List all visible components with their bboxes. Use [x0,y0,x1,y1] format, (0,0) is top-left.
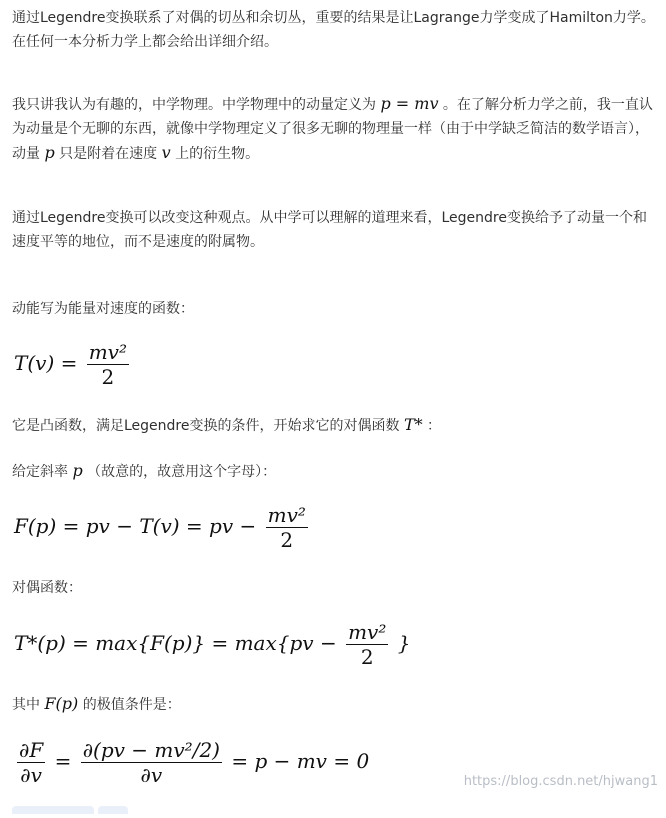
fraction [81,738,222,787]
fraction-denominator: 2 [101,365,115,389]
formula-rhs: = p − mv = 0 [231,749,370,773]
fraction-denominator: ∂v [20,763,42,787]
text-segment: ： [422,418,442,434]
math-p: p [72,461,83,480]
text-segment: 上的衍生物。 [170,146,260,162]
paragraph-convex [12,413,660,438]
math-p: p [44,143,55,162]
paragraph-kinetic-energy: 动能写为能量对速度的函数： [12,301,194,317]
fraction [87,340,129,389]
paragraph-dual: 对偶函数： [12,580,82,596]
formula-rhs: } [397,631,411,655]
fraction-numerator: mv² [348,620,387,644]
fraction-numerator: ∂(pv − mv²/2) [82,738,220,762]
formula-extremum [14,738,369,787]
formula-lhs: F(p) = pv − T(v) = pv − [14,514,257,538]
bottom-toolbar [12,799,132,807]
text-segment: 它是凸函数，满足Legendre变换的条件，开始求它的对偶函数 [12,418,404,434]
text-segment: 我只讲我认为有趣的，中学物理。中学物理中的动量定义为 [12,97,381,113]
toolbar-tab[interactable] [12,806,94,814]
math-f-of-p: F(p) [44,694,79,713]
math-t-star: T* [403,415,423,434]
paragraph-intro: 通过Legendre变换联系了对偶的切丛和余切丛，重要的结果是让Lagrange力学变成了Hamilton力学。在任何一本分析力学上都会给出详细介绍。 [12,10,655,50]
text-segment: 给定斜率 [12,464,73,480]
text-segment: 其中 [12,697,45,713]
formula-lhs: T*(p) = max{F(p)} = max{pv − [14,631,337,655]
formula-kinetic-energy [14,340,132,389]
fraction-denominator: ∂v [140,763,163,787]
paragraph-legendre-view: 通过Legendre变换可以改变这种观点。从中学可以理解的道理来看，Legendre变换给予了动量一个和速度平等的地位，而不是速度的附属物。 [12,210,647,250]
toolbar-tab[interactable] [98,806,128,814]
fraction-numerator: ∂F [19,738,44,762]
watermark: https://blog.csdn.net/hjwang1 [463,774,658,789]
fraction [17,738,45,787]
fraction [266,503,308,552]
equals-sign: = [54,749,72,773]
paragraph-slope [12,459,660,484]
fraction-numerator: mv² [88,340,127,364]
formula-f-of-p [14,503,311,552]
fraction-denominator: 2 [280,528,294,552]
math-v: v [161,143,171,162]
fraction-denominator: 2 [360,645,374,669]
math-momentum-def: p = mv [380,94,439,113]
formula-dual-function [14,620,410,669]
fraction-numerator: mv² [267,503,306,527]
paragraph-momentum [12,92,660,166]
text-segment: 的极值条件是： [78,697,181,713]
paragraph-extremum [12,692,660,717]
text-segment: （故意的，故意用这个字母）： [82,464,277,480]
formula-lhs: T(v) = [14,351,78,375]
fraction [346,620,388,669]
text-segment: 只是附着在速度 [54,146,162,162]
text-segment: 。在了解分析力学之前，我一直认为动量是个无聊的东西，就像中学物理定义了很多无聊的物理量一样（由于中学缺乏简洁的数学语言），动量 [12,97,653,162]
